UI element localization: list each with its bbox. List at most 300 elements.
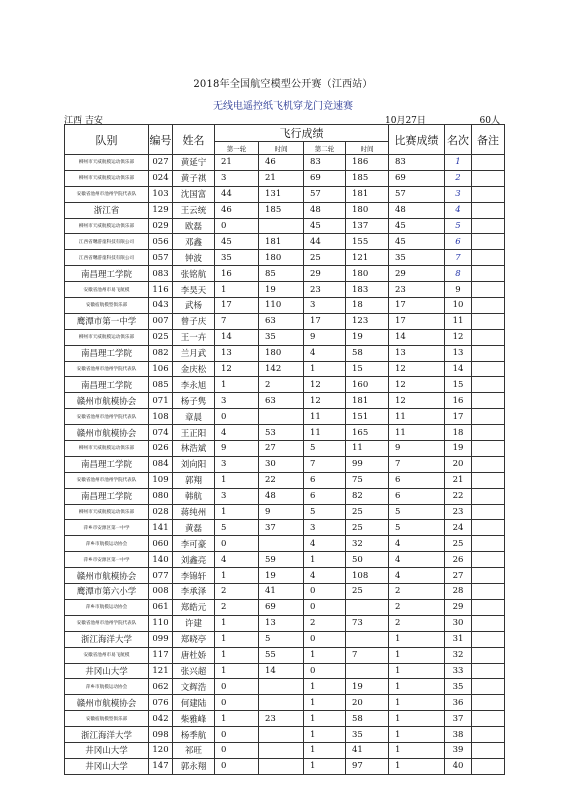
- rank-cell: 37: [445, 711, 472, 727]
- rank-cell: 31: [445, 631, 472, 647]
- note-cell: [472, 298, 505, 314]
- round2-cell: 4: [304, 568, 346, 584]
- rank-cell: 17: [445, 409, 472, 425]
- table-row: [65, 425, 505, 441]
- round2-cell: 17: [304, 313, 346, 329]
- team-cell: 井冈山大学: [65, 758, 149, 774]
- rank-cell: 12: [445, 329, 472, 345]
- time2-cell: 151: [346, 409, 389, 425]
- team-cell: 南昌理工学院: [65, 377, 149, 393]
- number-cell: 071: [149, 393, 173, 409]
- number-cell: 008: [149, 584, 173, 600]
- time1-cell: [259, 742, 304, 758]
- table-row: [65, 282, 505, 298]
- col-round2-header: 第二轮: [304, 142, 346, 155]
- time2-cell: 137: [346, 218, 389, 234]
- note-cell: [472, 329, 505, 345]
- round1-cell: 21: [215, 155, 259, 171]
- rank-cell: 25: [445, 536, 472, 552]
- rank-cell: 15: [445, 377, 472, 393]
- note-cell: [472, 186, 505, 202]
- time1-cell: [259, 218, 304, 234]
- round2-cell: 6: [304, 472, 346, 488]
- col-score-header: 比赛成绩: [389, 125, 445, 155]
- name-cell: 沈国富: [173, 186, 215, 202]
- note-cell: [472, 584, 505, 600]
- time2-cell: 50: [346, 552, 389, 568]
- note-cell: [472, 504, 505, 520]
- score-cell: 48: [389, 202, 445, 218]
- time1-cell: 69: [259, 599, 304, 615]
- score-cell: 12: [389, 393, 445, 409]
- note-cell: [472, 695, 505, 711]
- time1-cell: 37: [259, 520, 304, 536]
- team-cell: 江西省曙游童科技有限公司: [65, 250, 149, 266]
- time1-cell: 85: [259, 266, 304, 282]
- table-row: [65, 250, 505, 266]
- name-cell: 李可豪: [173, 536, 215, 552]
- name-cell: 韩航: [173, 488, 215, 504]
- score-cell: 6: [389, 472, 445, 488]
- note-cell: [472, 536, 505, 552]
- col-name-header: 姓名: [173, 125, 215, 155]
- location-text: 江西 吉安: [64, 116, 103, 126]
- table-row: [65, 504, 505, 520]
- round1-cell: 0: [215, 695, 259, 711]
- score-cell: 1: [389, 695, 445, 711]
- time1-cell: 48: [259, 488, 304, 504]
- number-cell: 116: [149, 282, 173, 298]
- team-cell: 南昌理工学院: [65, 345, 149, 361]
- time1-cell: 131: [259, 186, 304, 202]
- note-cell: [472, 345, 505, 361]
- table-row: [65, 552, 505, 568]
- round1-cell: 3: [215, 170, 259, 186]
- time2-cell: 186: [346, 155, 389, 171]
- number-cell: 060: [149, 536, 173, 552]
- number-cell: 042: [149, 711, 173, 727]
- round2-cell: 4: [304, 536, 346, 552]
- round2-cell: 1: [304, 679, 346, 695]
- time2-cell: 97: [346, 758, 389, 774]
- score-cell: 1: [389, 758, 445, 774]
- round2-cell: 57: [304, 186, 346, 202]
- time1-cell: 55: [259, 647, 304, 663]
- note-cell: [472, 568, 505, 584]
- name-cell: 黄子祺: [173, 170, 215, 186]
- round2-cell: 1: [304, 711, 346, 727]
- score-cell: 23: [389, 282, 445, 298]
- time2-cell: 15: [346, 361, 389, 377]
- time2-cell: 73: [346, 615, 389, 631]
- team-cell: 鹰潭市第一中学: [65, 313, 149, 329]
- participant-count: 60人: [479, 116, 500, 126]
- name-cell: 何建陆: [173, 695, 215, 711]
- time2-cell: [346, 663, 389, 679]
- score-cell: 1: [389, 711, 445, 727]
- rank-cell: 1: [445, 155, 472, 171]
- note-cell: [472, 313, 505, 329]
- round1-cell: 0: [215, 409, 259, 425]
- time2-cell: 58: [346, 711, 389, 727]
- round1-cell: 45: [215, 234, 259, 250]
- name-cell: 刘鑫亮: [173, 552, 215, 568]
- note-cell: [472, 679, 505, 695]
- score-cell: 29: [389, 266, 445, 282]
- header-row: [65, 125, 505, 142]
- team-cell: 萍乡市安源区第一中学: [65, 552, 149, 568]
- score-cell: 4: [389, 552, 445, 568]
- round1-cell: 1: [215, 568, 259, 584]
- round2-cell: 6: [304, 488, 346, 504]
- round1-cell: 14: [215, 329, 259, 345]
- round2-cell: 5: [304, 441, 346, 457]
- number-cell: 098: [149, 727, 173, 743]
- table-row: [65, 170, 505, 186]
- number-cell: 109: [149, 472, 173, 488]
- score-cell: 1: [389, 679, 445, 695]
- rank-cell: 21: [445, 472, 472, 488]
- time2-cell: 18: [346, 298, 389, 314]
- number-cell: 129: [149, 202, 173, 218]
- table-row: [65, 520, 505, 536]
- note-cell: [472, 552, 505, 568]
- col-time1-header: 时间: [259, 142, 304, 155]
- time1-cell: 63: [259, 313, 304, 329]
- round2-cell: 83: [304, 155, 346, 171]
- number-cell: 062: [149, 679, 173, 695]
- round1-cell: 13: [215, 345, 259, 361]
- team-cell: 赣州市航模协会: [65, 568, 149, 584]
- score-cell: 12: [389, 361, 445, 377]
- table-row: [65, 298, 505, 314]
- round1-cell: 0: [215, 679, 259, 695]
- name-cell: 兰月武: [173, 345, 215, 361]
- table-row: [65, 727, 505, 743]
- team-cell: 萍乡市航模运动协会: [65, 536, 149, 552]
- table-row: [65, 409, 505, 425]
- rank-cell: 40: [445, 758, 472, 774]
- round2-cell: 12: [304, 393, 346, 409]
- table-row: [65, 345, 505, 361]
- round1-cell: 1: [215, 647, 259, 663]
- score-cell: 5: [389, 520, 445, 536]
- number-cell: 029: [149, 218, 173, 234]
- rank-cell: 3: [445, 186, 472, 202]
- name-cell: 王正阳: [173, 425, 215, 441]
- time2-cell: 35: [346, 727, 389, 743]
- name-cell: 林浩斌: [173, 441, 215, 457]
- rank-cell: 29: [445, 599, 472, 615]
- time1-cell: 22: [259, 472, 304, 488]
- name-cell: 武杨: [173, 298, 215, 314]
- number-cell: 056: [149, 234, 173, 250]
- round1-cell: 0: [215, 742, 259, 758]
- table-row: [65, 663, 505, 679]
- round2-cell: 0: [304, 599, 346, 615]
- time2-cell: 11: [346, 441, 389, 457]
- table-row: [65, 647, 505, 663]
- round1-cell: 0: [215, 218, 259, 234]
- number-cell: 117: [149, 647, 173, 663]
- score-cell: 57: [389, 186, 445, 202]
- table-row: [65, 361, 505, 377]
- time1-cell: 5: [259, 631, 304, 647]
- team-cell: 南昌理工学院: [65, 266, 149, 282]
- table-row: [65, 266, 505, 282]
- name-cell: 黄磊: [173, 520, 215, 536]
- name-cell: 王云统: [173, 202, 215, 218]
- name-cell: 祁旺: [173, 742, 215, 758]
- time1-cell: [259, 695, 304, 711]
- team-cell: 安徽省池州市池州学院代表队: [65, 615, 149, 631]
- note-cell: [472, 647, 505, 663]
- number-cell: 099: [149, 631, 173, 647]
- col-flight-header: 飞行成绩: [215, 125, 389, 142]
- round1-cell: 17: [215, 298, 259, 314]
- round2-cell: 23: [304, 282, 346, 298]
- time1-cell: 19: [259, 568, 304, 584]
- number-cell: 110: [149, 615, 173, 631]
- number-cell: 121: [149, 663, 173, 679]
- round1-cell: 1: [215, 711, 259, 727]
- time2-cell: 25: [346, 520, 389, 536]
- round2-cell: 1: [304, 727, 346, 743]
- time1-cell: 46: [259, 155, 304, 171]
- name-cell: 章晨: [173, 409, 215, 425]
- score-cell: 9: [389, 441, 445, 457]
- note-cell: [472, 282, 505, 298]
- time2-cell: [346, 631, 389, 647]
- col-round1-header: 第一轮: [215, 142, 259, 155]
- team-cell: 萍乡市航模运动协会: [65, 679, 149, 695]
- time1-cell: 23: [259, 711, 304, 727]
- score-cell: 1: [389, 647, 445, 663]
- team-cell: 安徽省池州市易飞航模: [65, 282, 149, 298]
- time1-cell: 59: [259, 552, 304, 568]
- score-cell: 13: [389, 345, 445, 361]
- score-cell: 12: [389, 377, 445, 393]
- time2-cell: 165: [346, 425, 389, 441]
- score-cell: 2: [389, 599, 445, 615]
- rank-cell: 8: [445, 266, 472, 282]
- number-cell: 108: [149, 409, 173, 425]
- name-cell: 郭翔: [173, 472, 215, 488]
- table-row: [65, 456, 505, 472]
- score-cell: 6: [389, 488, 445, 504]
- round2-cell: 9: [304, 329, 346, 345]
- round2-cell: 4: [304, 345, 346, 361]
- number-cell: 120: [149, 742, 173, 758]
- rank-cell: 39: [445, 742, 472, 758]
- round1-cell: 3: [215, 393, 259, 409]
- round2-cell: 48: [304, 202, 346, 218]
- team-cell: 萍乡市安源区第一中学: [65, 520, 149, 536]
- round1-cell: 5: [215, 520, 259, 536]
- name-cell: 李永旭: [173, 377, 215, 393]
- note-cell: [472, 170, 505, 186]
- name-cell: 刘向阳: [173, 456, 215, 472]
- time1-cell: 41: [259, 584, 304, 600]
- rank-cell: 4: [445, 202, 472, 218]
- name-cell: 郑晓亭: [173, 631, 215, 647]
- team-cell: 江西省曙游童科技有限公司: [65, 234, 149, 250]
- name-cell: 蒋纯州: [173, 504, 215, 520]
- round1-cell: 2: [215, 584, 259, 600]
- table-row: [65, 329, 505, 345]
- number-cell: 025: [149, 329, 173, 345]
- time2-cell: 25: [346, 584, 389, 600]
- table-row: [65, 441, 505, 457]
- table-row: [65, 742, 505, 758]
- name-cell: 欧磊: [173, 218, 215, 234]
- time2-cell: 180: [346, 266, 389, 282]
- time1-cell: 110: [259, 298, 304, 314]
- time2-cell: 181: [346, 186, 389, 202]
- team-cell: 安徽省池州市池州学院代表队: [65, 361, 149, 377]
- team-cell: 柳州市天威航模运动俱乐部: [65, 218, 149, 234]
- round1-cell: 1: [215, 377, 259, 393]
- note-cell: [472, 234, 505, 250]
- number-cell: 082: [149, 345, 173, 361]
- time2-cell: 19: [346, 329, 389, 345]
- rank-cell: 33: [445, 663, 472, 679]
- rank-cell: 11: [445, 313, 472, 329]
- time2-cell: 58: [346, 345, 389, 361]
- round1-cell: 1: [215, 631, 259, 647]
- team-cell: 安徽省池州市易飞航模: [65, 647, 149, 663]
- rank-cell: 24: [445, 520, 472, 536]
- note-cell: [472, 742, 505, 758]
- round1-cell: 3: [215, 488, 259, 504]
- col-note-header: 备注: [472, 125, 505, 155]
- table-row: [65, 758, 505, 774]
- name-cell: 金庆松: [173, 361, 215, 377]
- round2-cell: 1: [304, 695, 346, 711]
- round1-cell: 1: [215, 615, 259, 631]
- name-cell: 曾子庆: [173, 313, 215, 329]
- name-cell: 邓鑫: [173, 234, 215, 250]
- team-cell: 鹰潭市第六小学: [65, 584, 149, 600]
- time1-cell: 185: [259, 202, 304, 218]
- name-cell: 张铭航: [173, 266, 215, 282]
- note-cell: [472, 631, 505, 647]
- note-cell: [472, 727, 505, 743]
- time1-cell: 53: [259, 425, 304, 441]
- number-cell: 007: [149, 313, 173, 329]
- score-cell: 11: [389, 409, 445, 425]
- time2-cell: 185: [346, 170, 389, 186]
- number-cell: 140: [149, 552, 173, 568]
- time1-cell: 2: [259, 377, 304, 393]
- team-cell: 柳州市天威航模运动俱乐部: [65, 441, 149, 457]
- round2-cell: 1: [304, 361, 346, 377]
- rank-cell: 27: [445, 568, 472, 584]
- time2-cell: 75: [346, 472, 389, 488]
- score-cell: 7: [389, 456, 445, 472]
- time2-cell: 32: [346, 536, 389, 552]
- col-number-header: 编号: [149, 125, 173, 155]
- name-cell: 黄延宁: [173, 155, 215, 171]
- note-cell: [472, 472, 505, 488]
- score-cell: 2: [389, 615, 445, 631]
- number-cell: 106: [149, 361, 173, 377]
- number-cell: 085: [149, 377, 173, 393]
- team-cell: 浙江海洋大学: [65, 727, 149, 743]
- date-text: 10月27日: [385, 116, 426, 126]
- round2-cell: 11: [304, 425, 346, 441]
- time2-cell: [346, 599, 389, 615]
- score-cell: 69: [389, 170, 445, 186]
- team-cell: 赣州市航模协会: [65, 695, 149, 711]
- score-cell: 45: [389, 234, 445, 250]
- time1-cell: 63: [259, 393, 304, 409]
- time2-cell: 155: [346, 234, 389, 250]
- time2-cell: 82: [346, 488, 389, 504]
- note-cell: [472, 202, 505, 218]
- team-cell: 安徽省池州市池州学院代表队: [65, 409, 149, 425]
- rank-cell: 5: [445, 218, 472, 234]
- note-cell: [472, 663, 505, 679]
- round1-cell: 0: [215, 536, 259, 552]
- col-team-header: 队别: [65, 125, 149, 155]
- table-row: [65, 599, 505, 615]
- time1-cell: 180: [259, 250, 304, 266]
- round2-cell: 45: [304, 218, 346, 234]
- team-cell: 南昌理工学院: [65, 488, 149, 504]
- time1-cell: 181: [259, 234, 304, 250]
- time1-cell: 21: [259, 170, 304, 186]
- team-cell: 安徽宿航模型俱乐部: [65, 711, 149, 727]
- rank-cell: 13: [445, 345, 472, 361]
- note-cell: [472, 218, 505, 234]
- number-cell: 147: [149, 758, 173, 774]
- table-row: [65, 202, 505, 218]
- rank-cell: 6: [445, 234, 472, 250]
- score-cell: 1: [389, 727, 445, 743]
- table-row: [65, 393, 505, 409]
- name-cell: 杨子隽: [173, 393, 215, 409]
- round1-cell: 3: [215, 456, 259, 472]
- round1-cell: 1: [215, 663, 259, 679]
- round2-cell: 0: [304, 631, 346, 647]
- round2-cell: 1: [304, 552, 346, 568]
- team-cell: 赣州市航模协会: [65, 393, 149, 409]
- rank-cell: 18: [445, 425, 472, 441]
- name-cell: 李承泽: [173, 584, 215, 600]
- time1-cell: 142: [259, 361, 304, 377]
- rank-cell: 26: [445, 552, 472, 568]
- round1-cell: 35: [215, 250, 259, 266]
- rank-cell: 38: [445, 727, 472, 743]
- score-cell: 1: [389, 631, 445, 647]
- time2-cell: 19: [346, 679, 389, 695]
- number-cell: 083: [149, 266, 173, 282]
- time1-cell: 13: [259, 615, 304, 631]
- rank-cell: 23: [445, 504, 472, 520]
- time1-cell: 14: [259, 663, 304, 679]
- time1-cell: [259, 536, 304, 552]
- rank-cell: 10: [445, 298, 472, 314]
- team-cell: 浙江省: [65, 202, 149, 218]
- name-cell: 郭永翔: [173, 758, 215, 774]
- table-row: [65, 584, 505, 600]
- name-cell: 钟波: [173, 250, 215, 266]
- number-cell: 057: [149, 250, 173, 266]
- number-cell: 076: [149, 695, 173, 711]
- round1-cell: 0: [215, 727, 259, 743]
- time2-cell: 99: [346, 456, 389, 472]
